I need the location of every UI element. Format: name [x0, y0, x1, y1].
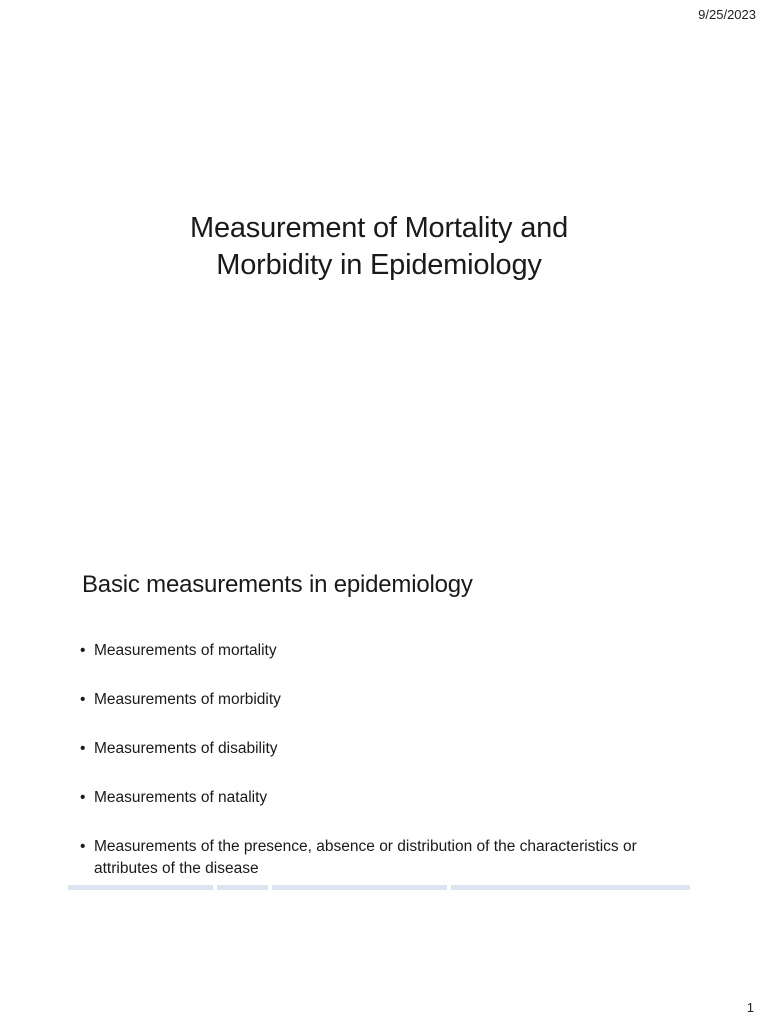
print-date: 9/25/2023 [698, 7, 756, 22]
accent-bar-segment [217, 885, 268, 890]
page-number: 1 [746, 1000, 754, 1015]
slide-title [68, 210, 690, 284]
slide-accent-bar [68, 885, 690, 890]
slide-title-line-2: Morbidity in Epidemiology [216, 249, 542, 281]
accent-bar-segment [272, 885, 447, 890]
bullet-list [76, 640, 676, 880]
accent-bar-segment [68, 885, 213, 890]
bullet-item-mortality: • Measurements of mortality [76, 640, 676, 662]
bullet-item-morbidity: • Measurements of morbidity [76, 689, 676, 711]
content-slide [68, 548, 690, 893]
bullet-item-natality: • Measurements of natality [76, 787, 676, 809]
accent-bar-segment [451, 885, 690, 890]
slide-title-line-1: Measurement of Mortality and [189, 212, 568, 244]
slide-heading: Basic measurements in epidemiology [82, 571, 473, 598]
bullet-item-disability: • Measurements of disability [76, 738, 676, 760]
title-slide [68, 28, 690, 418]
bullet-item-disease-attributes: • Measurements of the presence, absence or distribution of the characteristics or attributes of the disease [76, 836, 676, 880]
